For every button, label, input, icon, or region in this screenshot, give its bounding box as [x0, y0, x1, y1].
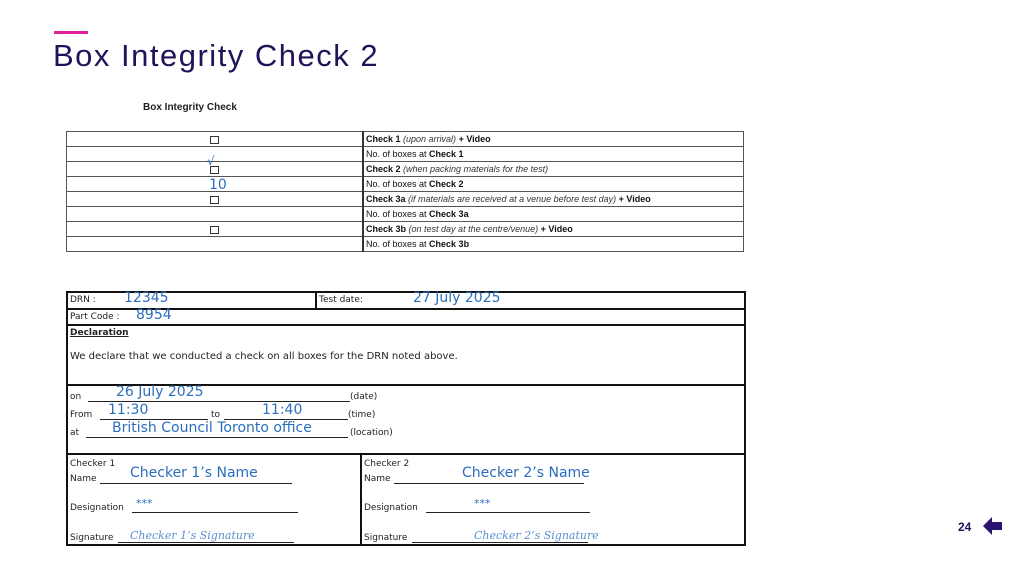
row-label-cell: No. of boxes at Check 2 [363, 177, 744, 192]
table-row [67, 192, 744, 207]
table-row [67, 132, 744, 147]
checker-2-signature-label: Signature [364, 533, 408, 543]
at-label: at [70, 428, 80, 438]
date-time-location-row [68, 386, 744, 455]
checkers-row [68, 455, 744, 544]
slide-title: Box Integrity Check 2 [53, 38, 380, 73]
checkbox[interactable] [210, 136, 219, 144]
title-accent-bar [54, 31, 88, 34]
table-title: Box Integrity Check [143, 102, 237, 113]
part-code-label: Part Code : [70, 312, 120, 322]
declaration-form [66, 291, 746, 546]
left-arrow-icon[interactable] [983, 516, 1003, 541]
page-number: 24 [958, 520, 972, 534]
checker-2-designation-value[interactable]: *** [474, 497, 491, 510]
row-value-cell[interactable] [67, 132, 364, 147]
drn-value[interactable]: 12345 [124, 290, 169, 306]
from-value[interactable]: 11:30 [108, 402, 149, 418]
row-value-cell[interactable] [67, 222, 364, 237]
checker-2-cell [362, 455, 744, 544]
checker-1-designation-label: Designation [70, 503, 124, 513]
checker-1-designation-value[interactable]: *** [136, 497, 153, 510]
table-row [67, 147, 744, 162]
checker-2-name-value[interactable]: Checker 2’s Name [462, 465, 590, 481]
table-row [67, 177, 744, 192]
checker-2-designation-line [426, 502, 590, 513]
part-code-value[interactable]: 8954 [136, 307, 172, 323]
table-row [67, 237, 744, 252]
declaration-text: We declare that we conducted a check on all boxes for the DRN noted above. [70, 351, 458, 362]
drn-label: DRN : [70, 295, 96, 305]
row-value-cell[interactable] [67, 177, 364, 192]
to-value[interactable]: 11:40 [262, 402, 303, 418]
checker-1-signature-value[interactable]: Checker 1’s Signature [130, 529, 255, 542]
checker-1-cell [68, 455, 362, 544]
table-row [67, 222, 744, 237]
checker-2-designation-label: Designation [364, 503, 418, 513]
row-label-cell: Check 3b (on test day at the centre/venue) + Video [363, 222, 744, 237]
checkbox[interactable] [210, 226, 219, 234]
checker-1-designation-line [132, 502, 298, 513]
row-label-cell: Check 3a (if materials are received at a venue before test day) + Video [363, 192, 744, 207]
row-label-cell: No. of boxes at Check 3b [363, 237, 744, 252]
box-integrity-table [66, 131, 744, 252]
checkbox[interactable] [210, 196, 219, 204]
test-date-label: Test date: [319, 295, 363, 305]
table-row [67, 162, 744, 177]
declaration-heading: Declaration [70, 328, 129, 338]
date-suffix: (date) [350, 392, 378, 402]
checkmark-icon: √ [207, 154, 215, 168]
time-suffix: (time) [348, 410, 376, 420]
part-code-row [68, 307, 744, 326]
checker-1-name-value[interactable]: Checker 1’s Name [130, 465, 258, 481]
checker-2-heading: Checker 2 [364, 459, 410, 469]
row-label-cell: No. of boxes at Check 1 [363, 147, 744, 162]
row-label-cell: Check 2 (when packing materials for the test) [363, 162, 744, 177]
row-value-cell[interactable] [67, 192, 364, 207]
checker-1-name-label: Name [70, 474, 97, 484]
location-suffix: (location) [350, 428, 393, 438]
row-value-cell[interactable] [67, 237, 364, 252]
from-label: From [70, 410, 93, 420]
row-label-cell: Check 1 (upon arrival) + Video [363, 132, 744, 147]
checker-1-signature-label: Signature [70, 533, 114, 543]
row-value-cell[interactable] [67, 207, 364, 222]
checker-2-signature-value[interactable]: Checker 2’s Signature [474, 529, 599, 542]
checker-1-heading: Checker 1 [70, 459, 116, 469]
test-date-value[interactable]: 27 July 2025 [413, 290, 501, 306]
to-label: to [211, 410, 221, 420]
date-value[interactable]: 26 July 2025 [116, 384, 204, 400]
on-label: on [70, 392, 82, 402]
box-count-value[interactable]: 10 [209, 177, 227, 193]
declaration-row [68, 326, 744, 386]
location-value[interactable]: British Council Toronto office [112, 420, 312, 436]
row-label-cell: No. of boxes at Check 3a [363, 207, 744, 222]
row-value-cell[interactable] [67, 154, 364, 177]
checker-2-name-label: Name [364, 474, 391, 484]
table-row [67, 207, 744, 222]
